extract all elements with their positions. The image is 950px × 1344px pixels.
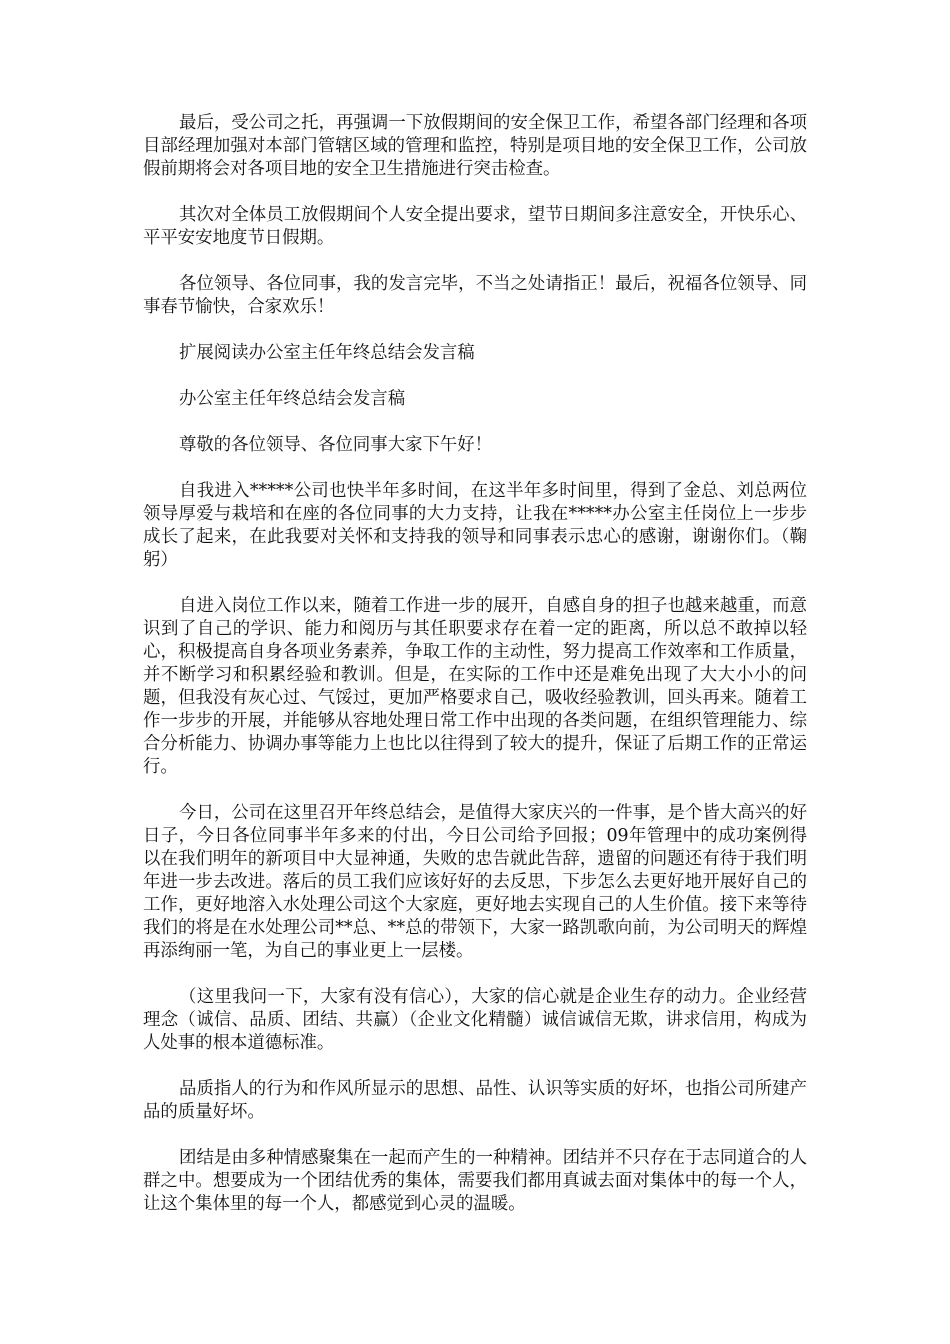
paragraph-confidence: （这里我问一下，大家有没有信心），大家的信心就是企业生存的动力。企业经营理念（诚信、品质、团结、共赢）（企业文化精髓）诚信诚信无欺，讲求信用，构成为人处事的根本道德标准。 — [143, 987, 807, 1053]
paragraph-work-review: 自进入岗位工作以来，随着工作进一步的展开，自感自身的担子也越来越重，而意识到了自己的学识、能力和阅历与其任职要求存在着一定的距离，所以总不敢掉以轻心，积极提高自身各项业务素养，争取工作的主动性，努力提高工作效率和工作质量，并不断学习和积累经验和教训。但是，在实际的工作中还是难免出现了大大小小的问题，但我没有灰心过、气馁过，更加严格要求自己，吸收经验教训，回头再来。随着工作一步步的开展，并能够从容地处理日常工作中出现的各类问题，在组织管理能力、综合分析能力、协调办事等能力上也比以往得到了较大的提升，保证了后期工作的正常运行。 — [143, 596, 807, 777]
paragraph-extended-reading: 扩展阅读办公室主任年终总结会发言稿 — [179, 343, 475, 363]
paragraph-greeting: 尊敬的各位领导、各位同事大家下午好！ — [179, 435, 493, 455]
paragraph-staff-safety: 其次对全体员工放假期间个人安全提出要求，望节日期间多注意安全，开快乐心、平平安安地度节日假期。 — [143, 205, 807, 248]
document-body — [143, 112, 807, 1239]
paragraph-closing-wishes: 各位领导、各位同事，我的发言完毕，不当之处请指正！最后，祝福各位领导、同事春节愉快，合家欢乐！ — [143, 274, 807, 317]
paragraph-speech-title: 办公室主任年终总结会发言稿 — [179, 389, 406, 409]
paragraph-quality: 品质指人的行为和作风所显示的思想、品性、认识等实质的好坏，也指公司所建产品的质量好坏。 — [143, 1079, 807, 1122]
paragraph-security-reminder: 最后，受公司之托，再强调一下放假期间的安全保卫工作，希望各部门经理和各项目部经理加强对本部门管辖区域的管理和监控，特别是项目地的安全保卫工作，公司放假前期将会对各项目地的安全卫生措施进行突击检查。 — [143, 113, 807, 179]
paragraph-unity: 团结是由多种情感聚集在一起而产生的一种精神。团结并不只存在于志同道合的人群之中。想要成为一个团结优秀的集体，需要我们都用真诚去面对集体中的每一个人，让这个集体里的每一个人，都感觉到心灵的温暖。 — [143, 1148, 807, 1214]
paragraph-thanks: 自我进入*****公司也快半年多时间，在这半年多时间里，得到了金总、刘总两位领导厚爱与栽培和在座的各位同事的大力支持，让我在*****办公室主任岗位上一步步成长了起来，在此我要对关怀和支持我的领导和同事表示忠心的感谢，谢谢你们。（鞠躬） — [143, 481, 807, 570]
paragraph-year-end-meeting: 今日，公司在这里召开年终总结会，是值得大家庆兴的一件事，是个皆大高兴的好日子，今日各位同事半年多来的付出，今日公司给予回报；09年管理中的成功案例得以在我们明年的新项目中大显神通，失败的忠告就此告辞，遗留的问题还有待于我们明年进一步去改进。落后的员工我们应该好好的去反思，下步怎么去更好地开展好自己的工作，更好地溶入水处理公司这个大家庭，更好地去实现自己的人生价值。接下来等待我们的将是在水处理公司**总、**总的带领下，大家一路凯歌向前，为公司明天的辉煌再添绚丽一笔，为自己的事业更上一层楼。 — [143, 803, 807, 961]
